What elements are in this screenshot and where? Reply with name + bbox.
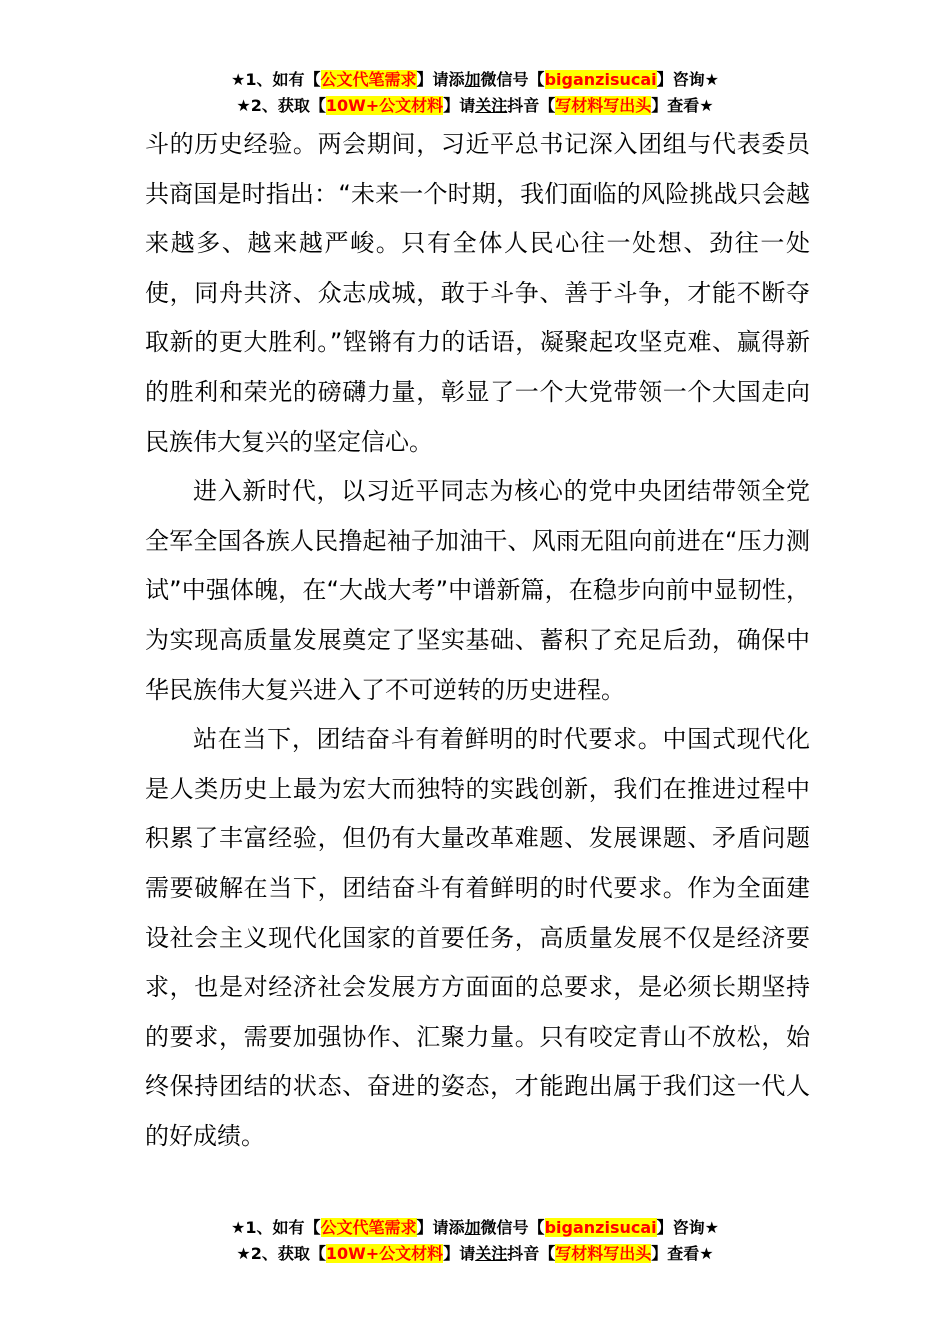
banner-highlight: 10W+公文材料 [325, 96, 444, 115]
banner-highlight: biganzisucai [544, 1218, 657, 1237]
banner-text: ★2、获取【 [236, 96, 326, 115]
banner-underline: 关注 [475, 1244, 508, 1263]
banner-line-1 [0, 1215, 950, 1241]
banner-text: 】咨询★ [656, 1218, 719, 1237]
banner-underline: 关注 [475, 96, 508, 115]
banner-text: 】请 [443, 1244, 476, 1263]
banner-underline: 加 [464, 1218, 481, 1237]
banner-text: 抖音【 [507, 1244, 556, 1263]
header-banner [0, 67, 950, 119]
banner-text: 】请添 [416, 1218, 465, 1237]
banner-text: 抖音【 [507, 96, 556, 115]
banner-highlight: 公文代笔需求 [320, 1218, 417, 1237]
banner-text: 】咨询★ [656, 70, 719, 89]
banner-underline: 加 [464, 70, 481, 89]
banner-text: 微信号【 [480, 70, 545, 89]
banner-text: 】请添 [416, 70, 465, 89]
banner-highlight: 公文代笔需求 [320, 70, 417, 89]
paragraph: 站在当下，团结奋斗有着鲜明的时代要求。中国式现代化是人类历史上最为宏大而独特的实践创新，我们在推进过程中积累了丰富经验，但仍有大量改革难题、发展课题、矛盾问题需要破解在当下，团结奋斗有着鲜明的时代要求。作为全面建设社会主义现代化国家的首要任务，高质量发展不仅是经济要求，也是对经济社会发展方方面面的总要求，是必须长期坚持的要求，需要加强协作、汇聚力量。只有咬定青山不放松，始终保持团结的状态、奋进的姿态，才能跑出属于我们这一代人的好成绩。 [145, 725, 810, 1150]
banner-text: ★1、如有【 [231, 1218, 321, 1237]
banner-highlight: 10W+公文材料 [325, 1244, 444, 1263]
banner-line-2 [0, 93, 950, 119]
banner-text: 】查看★ [651, 96, 714, 115]
banner-text: 微信号【 [480, 1218, 545, 1237]
banner-line-1 [0, 67, 950, 93]
banner-text: ★2、获取【 [236, 1244, 326, 1263]
footer-banner [0, 1215, 950, 1267]
document-body [145, 120, 810, 1161]
paragraph: 斗的历史经验。两会期间，习近平总书记深入团组与代表委员共商国是时指出：“未来一个时期，我们面临的风险挑战只会越来越多、越来越严峻。只有全体人民心往一处想、劲往一处使，同舟共济、众志成城，敢于斗争、善于斗争，才能不断夺取新的更大胜利。”铿锵有力的话语，凝聚起攻坚克难、赢得新的胜利和荣光的磅礴力量，彰显了一个大党带领一个大国走向民族伟大复兴的坚定信心。 [145, 130, 810, 456]
banner-highlight: 写材料写出头 [555, 1244, 652, 1263]
banner-highlight: biganzisucai [544, 70, 657, 89]
banner-line-2 [0, 1241, 950, 1267]
banner-text: ★1、如有【 [231, 70, 321, 89]
banner-text: 】查看★ [651, 1244, 714, 1263]
banner-highlight: 写材料写出头 [555, 96, 652, 115]
banner-text: 】请 [443, 96, 476, 115]
paragraph: 进入新时代，以习近平同志为核心的党中央团结带领全党全军全国各族人民撸起袖子加油干、风雨无阻向前进在“压力测试”中强体魄，在“大战大考”中谱新篇，在稳步向前中显韧性，为实现高质量发展奠定了坚实基础、蓄积了充足后劲，确保中华民族伟大复兴进入了不可逆转的历史进程。 [145, 477, 810, 704]
